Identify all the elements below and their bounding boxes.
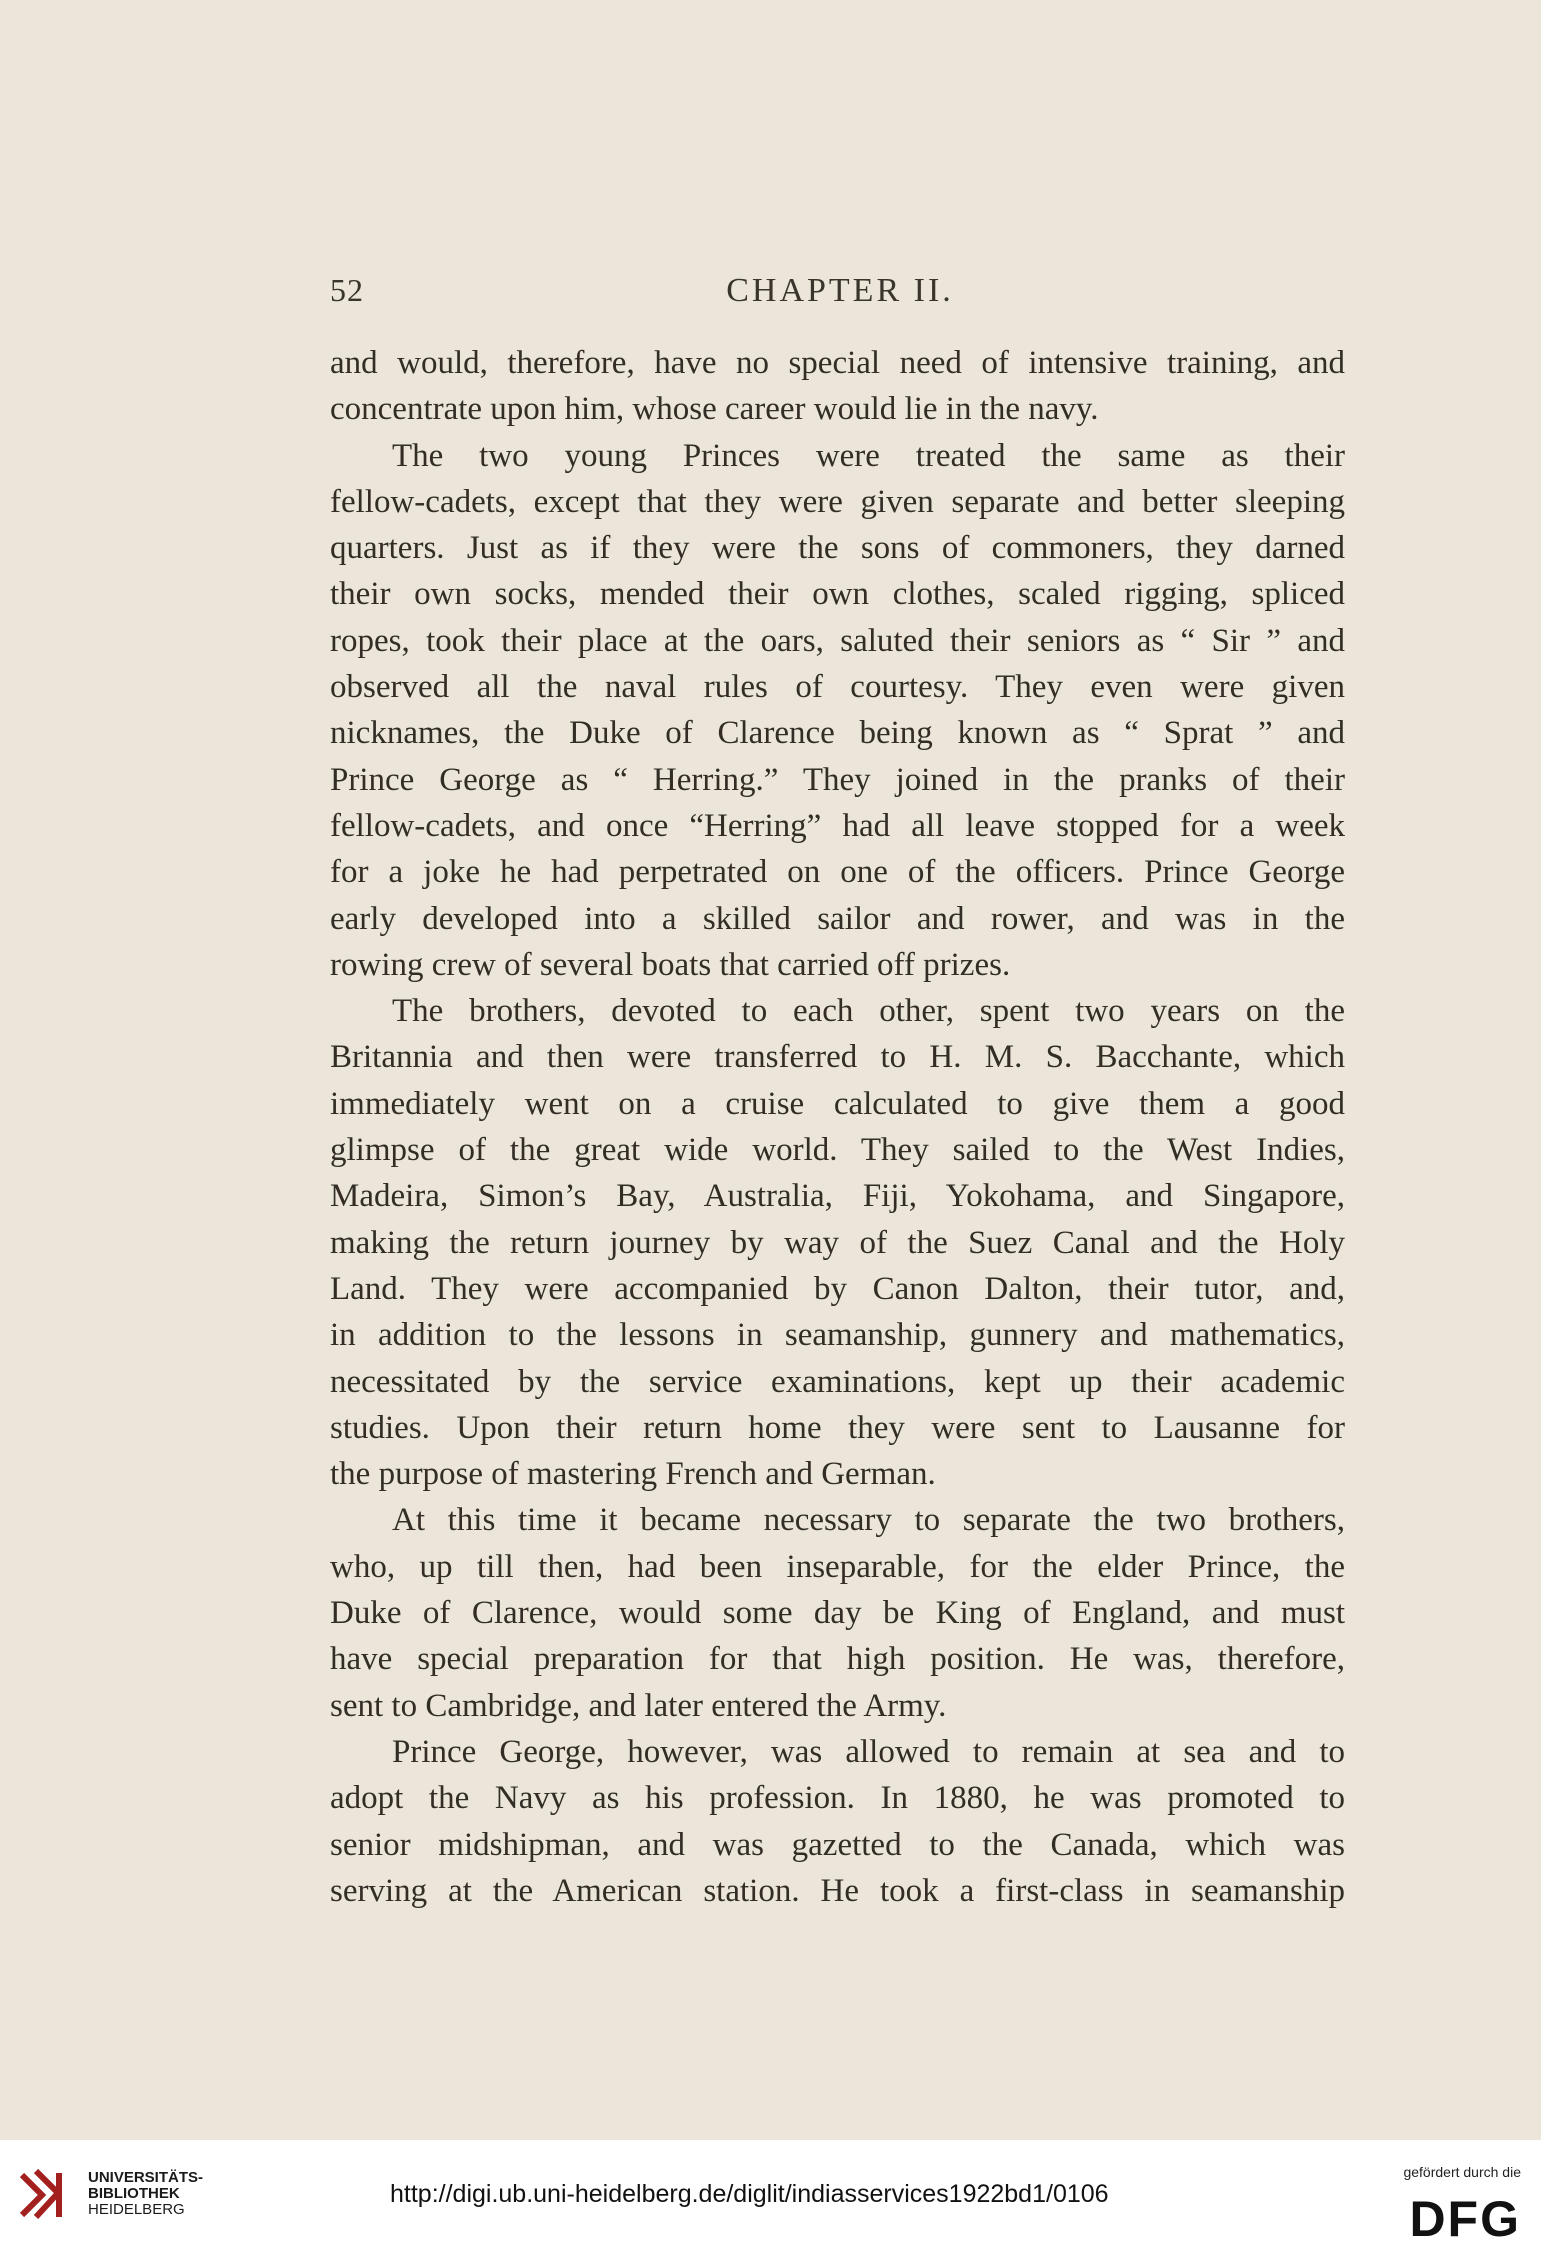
body-text	[330, 340, 1345, 1914]
text-line: fellow-cadets, and once “Herring” had all leave stopped for a week	[330, 807, 1345, 844]
text-line: nicknames, the Duke of Clarence being known as “ Sprat ” and	[330, 715, 1345, 752]
running-head	[330, 272, 1350, 316]
text-line: for a joke he had perpetrated on one of the officers. Prince George	[330, 854, 1345, 891]
text-line: early developed into a skilled sailor and rower, and was in the	[330, 900, 1345, 937]
library-logo-icon	[18, 2165, 76, 2223]
text-line: serving at the American station. He took a first-class in seamanship	[330, 1872, 1345, 1909]
text-line: the purpose of mastering French and German.	[330, 1456, 936, 1493]
footer-bar	[0, 2140, 1541, 2249]
funding-note: gefördert durch die	[1403, 2164, 1521, 2180]
page-number: 52	[330, 272, 364, 308]
text-line: Land. They were accompanied by Canon Dalton, their tutor, and,	[330, 1270, 1345, 1307]
text-line: glimpse of the great wide world. They sailed to the West Indies,	[330, 1132, 1345, 1169]
text-line: Duke of Clarence, would some day be King of England, and must	[330, 1595, 1345, 1632]
text-line: in addition to the lessons in seamanship, gunnery and mathematics,	[330, 1317, 1345, 1354]
library-name	[88, 2170, 203, 2218]
text-line: observed all the naval rules of courtesy. They even were given	[330, 669, 1345, 706]
dfg-logo-icon: DFG	[1409, 2191, 1521, 2247]
text-line: necessitated by the service examinations, kept up their academic	[330, 1363, 1345, 1400]
text-line: sent to Cambridge, and later entered the Army.	[330, 1687, 947, 1724]
text-line: The two young Princes were treated the same as their	[392, 437, 1345, 474]
text-line: making the return journey by way of the Suez Canal and the Holy	[330, 1224, 1345, 1261]
text-line: At this time it became necessary to separate the two brothers,	[392, 1502, 1345, 1539]
text-line: ropes, took their place at the oars, saluted their seniors as “ Sir ” and	[330, 622, 1345, 659]
text-line: The brothers, devoted to each other, spent two years on the	[392, 993, 1345, 1030]
text-line: Madeira, Simon’s Bay, Australia, Fiji, Yokohama, and Singapore,	[330, 1178, 1345, 1215]
text-line: concentrate upon him, whose career would lie in the navy.	[330, 391, 1099, 428]
chapter-heading: CHAPTER II.	[726, 272, 954, 309]
library-name-line: HEIDELBERG	[88, 2201, 185, 2218]
library-name-line: UNIVERSITÄTS-	[88, 2169, 204, 2186]
library-name-line: BIBLIOTHEK	[88, 2185, 180, 2202]
text-line: and would, therefore, have no special need of intensive training, and	[330, 345, 1345, 381]
text-line: adopt the Navy as his profession. In 1880, he was promoted to	[330, 1780, 1345, 1817]
text-line: quarters. Just as if they were the sons of commoners, they darned	[330, 530, 1345, 567]
text-line: Britannia and then were transferred to H. M. S. Bacchante, which	[330, 1039, 1345, 1076]
text-line: fellow-cadets, except that they were given separate and better sleeping	[330, 483, 1345, 520]
text-line: Prince George as “ Herring.” They joined in the pranks of their	[330, 761, 1345, 798]
text-line: studies. Upon their return home they were sent to Lausanne for	[330, 1409, 1345, 1446]
source-url-link[interactable]: http://digi.ub.uni-heidelberg.de/diglit/indiasservices1922bd1/0106	[390, 2180, 1109, 2208]
text-line: who, up till then, had been inseparable, for the elder Prince, the	[330, 1548, 1345, 1585]
text-line: senior midshipman, and was gazetted to the Canada, which was	[330, 1826, 1345, 1863]
text-line: immediately went on a cruise calculated to give them a good	[330, 1085, 1345, 1122]
text-line: have special preparation for that high position. He was, therefore,	[330, 1641, 1345, 1678]
text-line: their own socks, mended their own clothes, scaled rigging, spliced	[330, 576, 1345, 613]
text-line: Prince George, however, was allowed to remain at sea and to	[392, 1733, 1345, 1770]
text-line: rowing crew of several boats that carried off prizes.	[330, 946, 1011, 983]
